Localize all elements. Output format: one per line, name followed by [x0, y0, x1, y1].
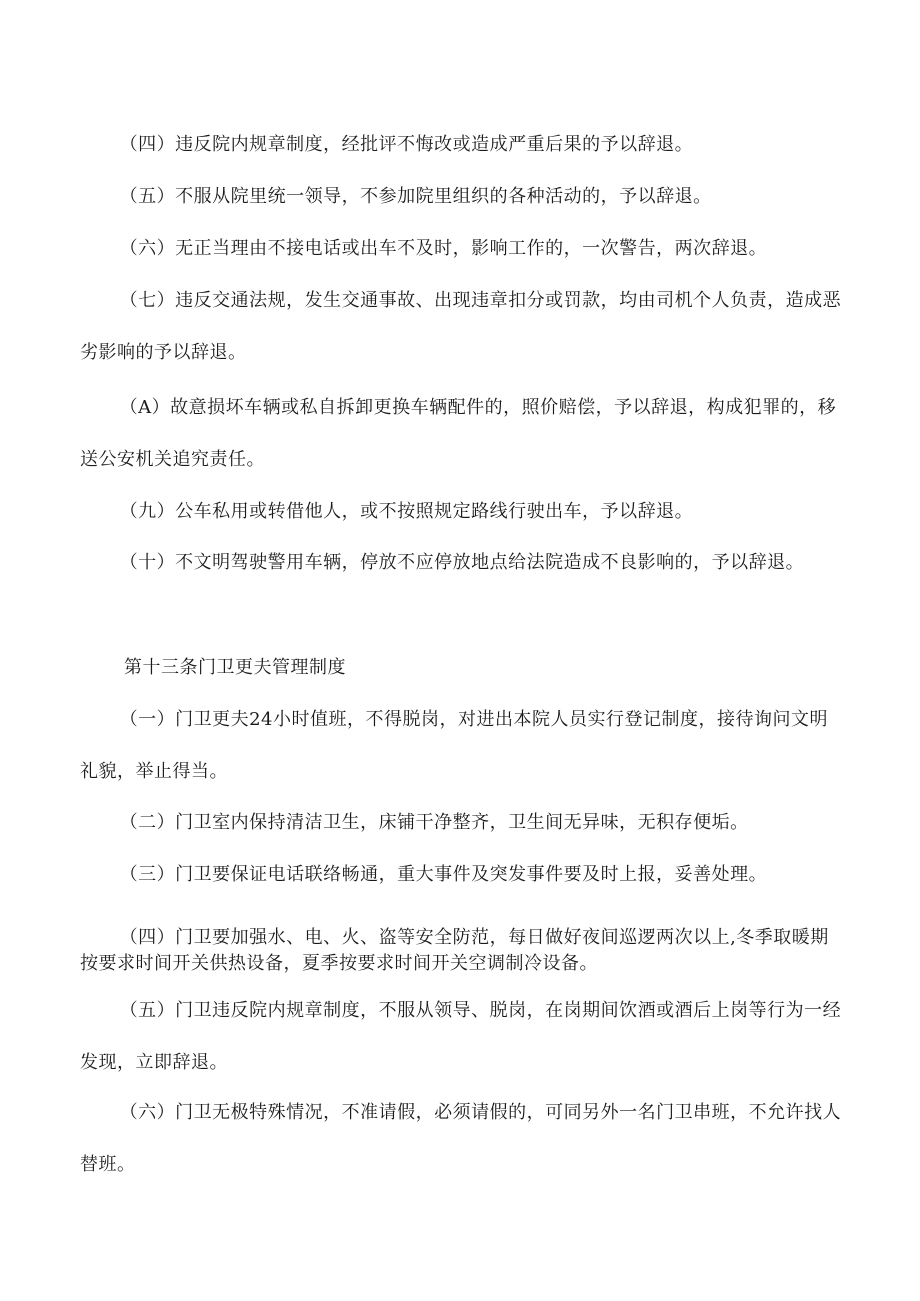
- paragraph: （二）门卫室内保持清洁卫生，床铺干净整齐，卫生间无异味，无积存便垢。: [119, 812, 749, 833]
- section-heading: 第十三条门卫更夫管理制度: [124, 657, 346, 678]
- paragraph: （三）门卫要保证电话联络畅通，重大事件及突发事件要及时上报，妥善处理。: [119, 864, 768, 885]
- paragraph: （四）违反院内规章制度，经批评不悔改或造成严重后果的予以辞退。: [119, 134, 694, 155]
- paragraph: （六）无正当理由不接电话或出车不及时，影响工作的，一次警告，两次辞退。: [119, 238, 768, 259]
- paragraph: （九）公车私用或转借他人，或不按照规定路线行驶出车，予以辞退。: [119, 501, 694, 522]
- paragraph: （五）门卫违反院内规章制度，不服从领导、脱岗，在岗期间饮酒或酒后上岗等行为一经发现，立即辞退。: [80, 1000, 842, 1073]
- paragraph: （七）违反交通法规，发生交通事故、出现违章扣分或罚款，均由司机个人负责，造成恶劣影响的予以辞退。: [80, 290, 842, 363]
- paragraph: （十）不文明驾驶警用车辆，停放不应停放地点给法院造成不良影响的，予以辞退。: [119, 552, 805, 573]
- paragraph: （一）门卫更夫24小时值班，不得脱岗，对进出本院人员实行登记制度，接待询问文明礼貌，举止得当。: [80, 709, 828, 782]
- document-page: [80, 0, 842, 1301]
- paragraph: （六）门卫无极特殊情况，不准请假，必须请假的，可同另外一名门卫串班，不允许找人替班。: [80, 1102, 842, 1175]
- paragraph: （A）故意损坏车辆或私自拆卸更换车辆配件的，照价赔偿，予以辞退，构成犯罪的，移送公安机关追究责任。: [80, 397, 837, 470]
- paragraph: （四）门卫要加强水、电、火、盗等安全防范，每日做好夜间巡逻两次以上,冬季取暖期按要求时间开关供热设备，夏季按要求时间开关空调制冷设备。: [80, 927, 829, 974]
- paragraph: （五）不服从院里统一领导，不参加院里组织的各种活动的，予以辞退。: [119, 186, 712, 207]
